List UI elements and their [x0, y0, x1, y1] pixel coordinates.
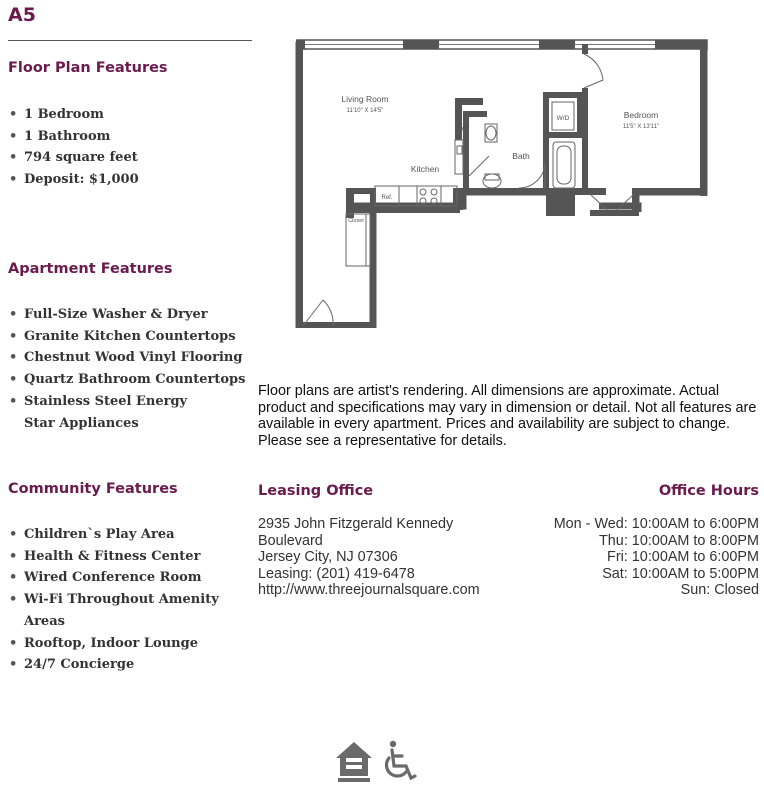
list-item: • Rooftop, Indoor Lounge: [8, 633, 248, 655]
footer-icons: [334, 738, 424, 784]
wall: [543, 132, 583, 138]
list-item: • 24/7 Concierge: [8, 654, 248, 676]
list-item: • 794 square feet: [8, 147, 248, 169]
leasing-office-title: Leasing Office: [258, 483, 374, 499]
list-item: • Wi-Fi Throughout Amenity Areas: [8, 589, 248, 632]
dishwasher: [455, 140, 463, 174]
wall: [455, 98, 462, 140]
living-room-label: Living Room: [341, 94, 389, 104]
wd-label: W/D: [556, 115, 570, 122]
ref-label: Ref.: [381, 195, 393, 201]
list-item: • Chestnut Wood Vinyl Flooring: [8, 347, 248, 369]
plan-name: A5: [8, 4, 36, 26]
wall: [700, 40, 707, 196]
list-item: • Wired Conference Room: [8, 567, 248, 589]
accessibility-icon: [386, 741, 415, 778]
floor-plan-drawing: [293, 36, 711, 328]
bedroom-label: Bedroom: [623, 110, 659, 120]
hours-line: Sat: 10:00AM to 5:00PM: [602, 565, 759, 582]
list-item: • Granite Kitchen Countertops: [8, 326, 248, 348]
leasing-phone: Leasing: (201) 419-6478: [258, 565, 415, 582]
dw-label: DW: [458, 126, 470, 133]
list-item: • 1 Bedroom: [8, 104, 248, 126]
floor-plan-features-list: [8, 104, 248, 191]
address-line: Boulevard: [258, 532, 323, 549]
hours-line: Thu: 10:00AM to 8:00PM: [599, 532, 759, 549]
hours-line: Sun: Closed: [680, 582, 759, 599]
address-city: Jersey City, NJ 07306: [258, 549, 398, 566]
living-room-dims: 11'10" X 14'5": [346, 108, 384, 114]
hours-line: Mon - Wed: 10:00AM to 6:00PM: [553, 516, 759, 532]
leasing-office-info: [258, 516, 518, 599]
toilet: [483, 174, 501, 188]
list-item: • Children`s Play Area: [8, 524, 248, 546]
wall: [463, 111, 487, 117]
wall: [296, 40, 303, 328]
list-item: • Full-Size Washer & Dryer: [8, 304, 248, 326]
bath-label: Bath: [512, 151, 530, 161]
kitchen-label: Kitchen: [410, 164, 440, 174]
office-hours-title: Office Hours: [658, 483, 759, 499]
wall: [458, 188, 555, 195]
wall: [297, 322, 376, 328]
wall: [582, 44, 588, 54]
hours-line: Fri: 10:00AM to 6:00PM: [607, 549, 759, 566]
list-item: • Quartz Bathroom Countertops: [8, 369, 248, 391]
floor-plan-features-title: Floor Plan Features: [8, 60, 168, 76]
list-item: • 1 Bathroom: [8, 126, 248, 148]
list-item: • Stainless Steel Energy Star Appliances: [8, 391, 214, 434]
bath-door: [519, 162, 545, 188]
disclaimer: Floor plans are artist's rendering. All dimensions are approximate. Actual product and specifications may vary in dimension or detail. Not all features are available in every apartment. Prices and availability are subject to change. Please see a representative for details.: [258, 383, 757, 449]
closet-left-label: Closet: [348, 218, 364, 224]
closet-bedroom-label: Closet: [604, 204, 622, 210]
community-features-list: [8, 524, 248, 676]
bathtub: [553, 142, 575, 188]
wall: [463, 111, 469, 191]
bedroom-dims: 11'5" X 13'11": [622, 124, 660, 130]
address-line: 2935 John Fitzgerald Kennedy: [258, 516, 454, 532]
community-features-title: Community Features: [8, 481, 178, 497]
equal-housing-icon: [336, 742, 372, 782]
apartment-features-title: Apartment Features: [8, 261, 173, 277]
sink: [486, 126, 496, 140]
wall: [299, 42, 373, 326]
wall: [346, 188, 374, 194]
office-hours-list: [554, 516, 759, 599]
apartment-features-list: [8, 304, 248, 434]
divider: [8, 40, 252, 41]
bedroom-door: [584, 54, 603, 88]
window-strip: [297, 40, 707, 49]
wall: [346, 206, 460, 213]
wall: [634, 188, 707, 195]
list-item: • Deposit: $1,000: [8, 169, 248, 191]
wall: [543, 92, 549, 188]
website-link[interactable]: http://www.threejournalsquare.com: [258, 582, 480, 599]
wall: [590, 210, 639, 216]
list-item: • Health & Fitness Center: [8, 546, 248, 568]
wall: [582, 88, 588, 192]
